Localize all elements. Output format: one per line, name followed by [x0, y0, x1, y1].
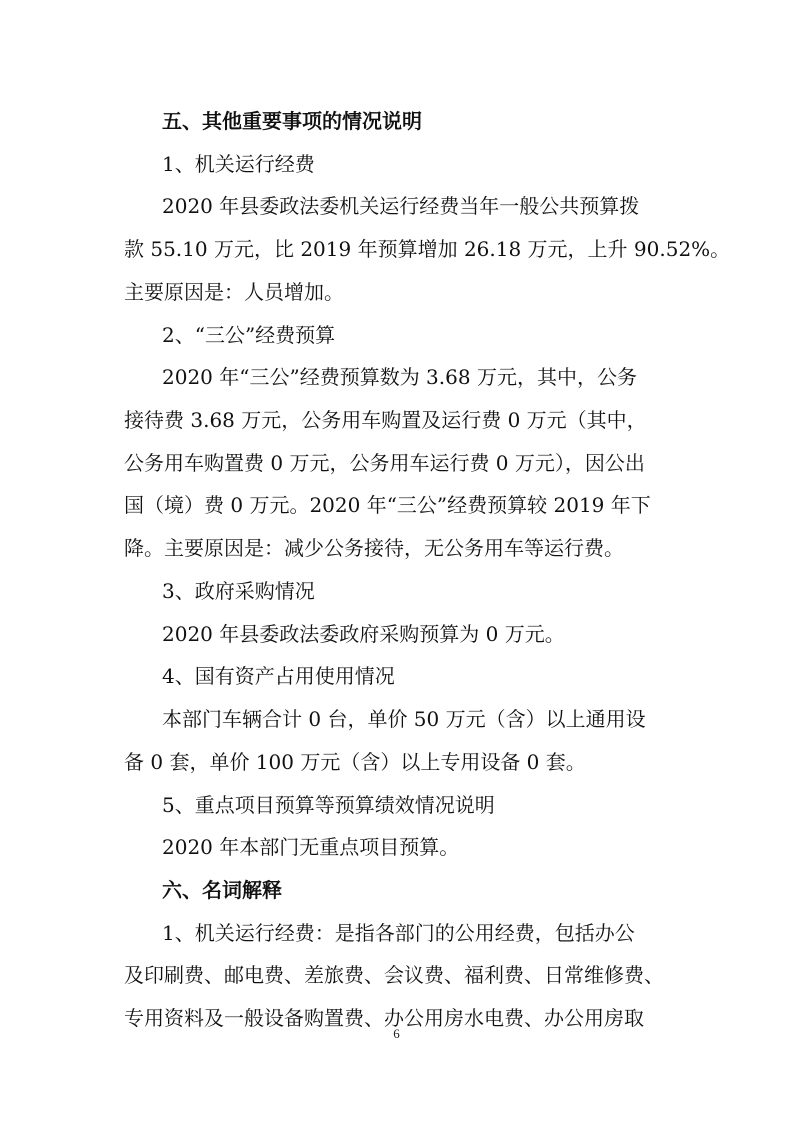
paragraph-line: 1、机关运行经费：是指各部门的公用经费，包括办公: [162, 921, 635, 945]
paragraph-line: 2020 年县委政法委机关运行经费当年一般公共预算拨: [162, 194, 640, 218]
paragraph-line: 备 0 套，单价 100 万元（含）以上专用设备 0 套。: [124, 750, 586, 774]
paragraph-line: 本部门车辆合计 0 台，单价 50 万元（含）以上通用设: [162, 707, 646, 731]
paragraph-line: 2020 年“三公”经费预算数为 3.68 万元，其中，公务: [162, 365, 637, 389]
subsection-title-1: 1、机关运行经费: [162, 152, 315, 176]
paragraph-line: 国（境）费 0 万元。2020 年“三公”经费预算较 2019 年下: [124, 493, 651, 517]
section-heading-five: 五、其他重要事项的情况说明: [162, 109, 422, 133]
subsection-title-5: 5、重点项目预算等预算绩效情况说明: [162, 793, 495, 817]
section-heading-six: 六、名词解释: [162, 878, 282, 902]
paragraph-line: 2020 年本部门无重点项目预算。: [162, 835, 460, 859]
paragraph-line: 款 55.10 万元，比 2019 年预算增加 26.18 万元，上升 90.52%。: [124, 237, 731, 261]
subsection-title-3: 3、政府采购情况: [162, 579, 315, 603]
paragraph-line: 专用资料及一般设备购置费、办公用房水电费、办公用房取: [124, 1006, 644, 1030]
paragraph-line: 2020 年县委政法委政府采购预算为 0 万元。: [162, 622, 565, 646]
paragraph-line: 主要原因是：人员增加。: [124, 280, 344, 304]
paragraph-line: 及印刷费、邮电费、差旅费、会议费、福利费、日常维修费、: [124, 963, 664, 987]
paragraph-line: 接待费 3.68 万元，公务用车购置及运行费 0 万元（其中，: [124, 408, 647, 432]
subsection-title-4: 4、国有资产占用使用情况: [162, 664, 395, 688]
paragraph-line: 降。主要原因是：减少公务接待，无公务用车等运行费。: [124, 536, 624, 560]
subsection-title-2: 2、“三公”经费预算: [162, 323, 336, 347]
paragraph-line: 公务用车购置费 0 万元，公务用车运行费 0 万元），因公出: [124, 451, 645, 475]
page-number: 6: [393, 1026, 400, 1041]
